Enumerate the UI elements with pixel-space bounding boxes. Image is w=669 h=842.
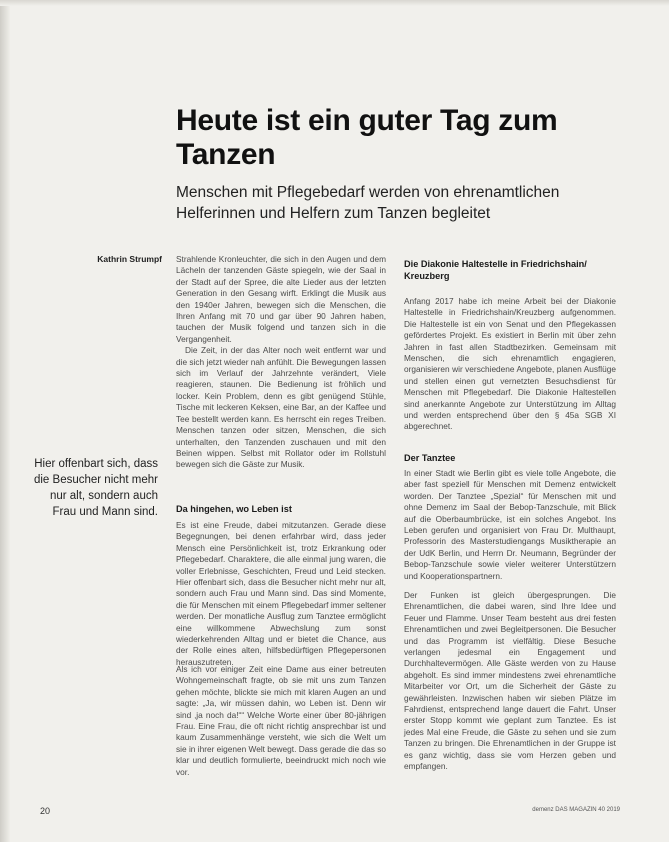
column-2-body-1 — [404, 296, 616, 436]
section-heading: Da hingehen, wo Leben ist — [176, 504, 292, 514]
page-edge-shadow — [0, 0, 10, 842]
page-number: 20 — [40, 806, 51, 816]
paragraph: Der Funken ist gleich übergesprungen. Die Ehrenamtlichen, die dabei waren, sind Ihre Idee und Feuer und Flamme. Unser Team besteht aus drei festen Ehrenamtlichen und zwei Begleitpersonen. Die Besucher und das Programm ist vielfältig. Diese Besuche verlangen jedesmal ein Engagement und Durchhaltevermögen. Alle Gäste werden von zu Hause abgeholt. Es sind immer mindestens zwei ehrenamtliche Mitarbeiter vor Ort, um die Sicherheit der Gäste zu gewährleisten. Inzwischen haben wir sieben Plätze im Fahrdienst, entsprechend lange dauert die Fahrt. Unser erster Stopp kommt wie geplant zum Tanztee. Es ist jedes Mal eine Freude, die Gäste zu sehen und sie zum Tanzen zu bringen. Die Ehrenamtlichen in der Gruppe ist es ganz wichtig, dass sie vom Herzen geben und empfangen. — [404, 590, 616, 772]
author-name: Kathrin Strumpf — [97, 254, 162, 264]
page-top-shadow — [0, 0, 669, 6]
column-1-intro — [176, 254, 386, 484]
column-1-body — [176, 520, 386, 667]
paragraph: In einer Stadt wie Berlin gibt es viele tolle Angebote, die aber fast speziell für Menschen mit Demenz entwickelt worden. Der Tanztee „Spezial“ für Menschen mit und ohne Demenz im Saal der Bebop-Tanzschule, mit Blick auf die Oberbaumbrücke, ist ein solches Angebot. Ins Leben gerufen und organisiert von Frau Dr. Multhaupt, Professorin des Masterstudiengangs Musiktherapie an der UdK Berlin, und Herrn Dr. Neumann, Begründer der Bebop-Tanzschule sowie vieler weiterer Unterstützern und Kooperationspartnern. — [404, 468, 616, 581]
column-2-body-2-continued — [404, 590, 616, 810]
magazine-footer: demenz DAS MAGAZIN 40 2019 — [532, 807, 620, 813]
article-title: Heute ist ein guter Tag zum Tanzen — [176, 104, 558, 171]
paragraph: Es ist eine Freude, dabei mitzutanzen. Gerade diese Begegnungen, bei denen erfahrbar wird, dass jeder Mensch eine Persönlichkeit ist, trotz Erkrankung oder Pflegebedarf. Charaktere, die alle einmal jung waren, die voller Erlebnisse, Geschichten, Freud und Leid stecken. Hier offenbart sich, dass die Besucher nicht mehr nur alt, sondern auch Frau und Mann sind. Das sind Momente, die für Menschen mit einem Pflegebedarf immer seltener werden. Der monatliche Ausflug zum Tanztee ermöglicht eine willkommene Abwechslung zum sonst wiederkehrenden Alltag und er bietet die Chance, aus der Rolle eines alten, hilfsbedürftigen Pflegepersonen herauszutreten. — [176, 520, 386, 667]
section-heading: Die Diakonie Haltestelle in Friedrichshain/ Kreuzberg — [404, 259, 587, 281]
section-heading: Der Tanztee — [404, 453, 456, 463]
pull-quote: Hier offenbart sich, dass die Besucher nicht mehr nur alt, sondern auch Frau und Mann sind. — [33, 458, 158, 518]
paragraph: Anfang 2017 habe ich meine Arbeit bei der Diakonie Haltestelle in Friedrichshain/Kreuzberg aufgenommen. Die Haltestelle ist ein von Senat und den Pflegekassen gefördertes Projekt. Es existiert in Berlin mit über zehn Jahren in fast allen Stadtbezirken. Gemeinsam mit Menschen, die sich ehrenamtlich engagieren, organisieren wir verschiedene Angebote, planen Ausflüge und stellen einen gut vernetzten Besuchsdienst für Menschen mit Pflegebedarf. Die Diakonie Haltestellen sind anerkannte Angebote zur Unterstützung im Alltag und werden entsprechend über den § 45a SGB XI abgerechnet. — [404, 296, 616, 432]
column-2-body-2 — [404, 468, 616, 588]
paragraph: Als ich vor einiger Zeit eine Dame aus einer betreuten Wohngemeinschaft fragte, ob sie mit uns zum Tanzen gehen möchte, blickte sie mich mit klaren Augen an und sagte: „Ja, wir müssen dahin, wo Leben ist. Denn wir sind ‚ja noch da!““ Welche Worte einer über 80-jährigen Frau. Eine Frau, die oft nicht richtig ansprechbar ist und kaum Zusammenhänge versteht, wie sich die Welt um sie in ihrer eigenen Welt bewegt. Dass gerade die das so klar und deutlich formulierte, beeindruckt mich noch wie vor. — [176, 664, 386, 777]
paragraph: Strahlende Kronleuchter, die sich in den Augen und dem Lächeln der tanzenden Gäste spiegeln, wie der Saal in der Stadt auf der Spree, die alte Lieder aus der letzten Generation in den Gesang wirft. Erklingt die Musik aus den 1940er Jahren, bewegen sich die Menschen, die Ihren Anfang mit 70 und gar über 90 Jahren haben, tauchen der Musik folgend und tanzen sich in die Vergangenheit. — [176, 254, 386, 344]
paragraph: Die Zeit, in der das Alter noch weit entfernt war und die sich jetzt wieder nah anfühlt. Die Bewegungen lassen sich im Verlauf der Jahrzehnte verändert, Viele reagieren, staunen. Die Bedienung ist fröhlich und locker. Kein Problem, denn es gibt genügend Stühle, Tische mit leckeren Keksen, eine Bar, an der Kaffee und Tee bestellt werden kann. Es herrscht ein reges Treiben. Menschen tanzen oder sitzen, Menschen, die sich unterhalten, den Tanzenden zuschauen und mit den Beinen wippen. Selbst mit Rollator oder im Rollstuhl bewegen sich die Gäste zur Musik. — [176, 345, 386, 470]
article-subtitle: Menschen mit Pflegebedarf werden von ehrenamtlichen Helferinnen und Helfern zum Tanzen begleitet — [176, 184, 560, 222]
column-1-body-continued — [176, 664, 386, 794]
